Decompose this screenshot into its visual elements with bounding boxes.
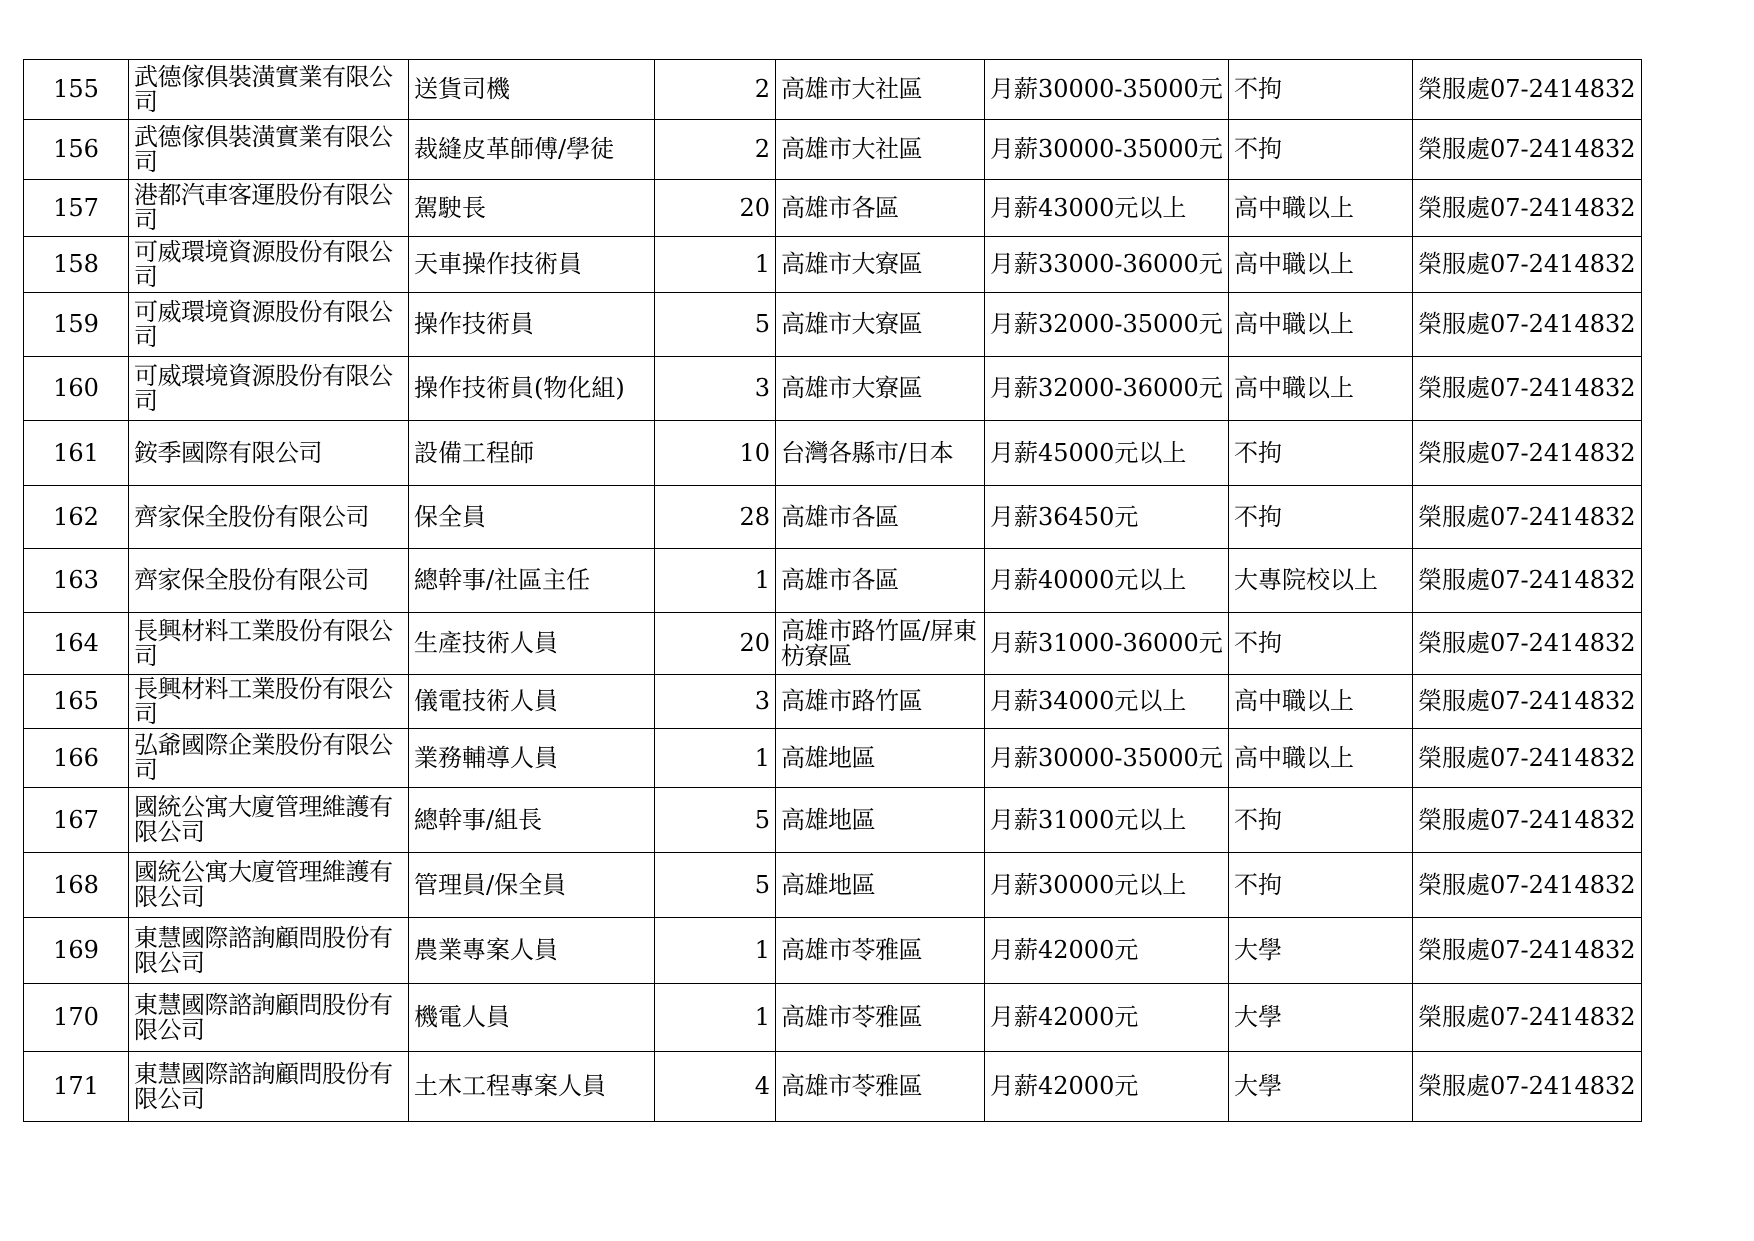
table-row — [24, 729, 1642, 788]
job-position: 管理員/保全員 — [409, 853, 655, 918]
company-name: 東慧國際諮詢顧問股份有限公司 — [129, 984, 409, 1052]
contact-info: 榮服處07-2414832 — [1413, 357, 1642, 421]
salary: 月薪30000-35000元 — [985, 60, 1229, 120]
row-number: 168 — [24, 853, 129, 918]
education-requirement: 高中職以上 — [1229, 729, 1413, 788]
table-row — [24, 1052, 1642, 1122]
opening-count: 28 — [655, 486, 776, 549]
table-row — [24, 788, 1642, 853]
work-location: 台灣各縣市/日本 — [776, 421, 985, 486]
work-location: 高雄市大社區 — [776, 120, 985, 180]
job-position: 駕駛長 — [409, 180, 655, 237]
opening-count: 1 — [655, 237, 776, 293]
salary: 月薪32000-35000元 — [985, 293, 1229, 357]
row-number: 158 — [24, 237, 129, 293]
table-row — [24, 421, 1642, 486]
contact-info: 榮服處07-2414832 — [1413, 293, 1642, 357]
work-location: 高雄市各區 — [776, 549, 985, 613]
company-name: 銨季國際有限公司 — [129, 421, 409, 486]
company-name: 長興材料工業股份有限公司 — [129, 613, 409, 675]
company-name: 長興材料工業股份有限公司 — [129, 675, 409, 729]
education-requirement: 大學 — [1229, 1052, 1413, 1122]
company-name: 齊家保全股份有限公司 — [129, 549, 409, 613]
salary: 月薪43000元以上 — [985, 180, 1229, 237]
work-location: 高雄地區 — [776, 788, 985, 853]
contact-info: 榮服處07-2414832 — [1413, 60, 1642, 120]
education-requirement: 不拘 — [1229, 486, 1413, 549]
row-number: 160 — [24, 357, 129, 421]
work-location: 高雄市大社區 — [776, 60, 985, 120]
contact-info: 榮服處07-2414832 — [1413, 613, 1642, 675]
row-number: 169 — [24, 918, 129, 984]
job-listing-table — [23, 59, 1642, 1122]
table-row — [24, 180, 1642, 237]
row-number: 166 — [24, 729, 129, 788]
contact-info: 榮服處07-2414832 — [1413, 120, 1642, 180]
opening-count: 20 — [655, 613, 776, 675]
education-requirement: 高中職以上 — [1229, 357, 1413, 421]
row-number: 167 — [24, 788, 129, 853]
contact-info: 榮服處07-2414832 — [1413, 788, 1642, 853]
row-number: 171 — [24, 1052, 129, 1122]
job-position: 設備工程師 — [409, 421, 655, 486]
company-name: 武德傢俱裝潢實業有限公司 — [129, 120, 409, 180]
table-row — [24, 549, 1642, 613]
company-name: 可威環境資源股份有限公司 — [129, 357, 409, 421]
job-position: 操作技術員(物化組) — [409, 357, 655, 421]
salary: 月薪36450元 — [985, 486, 1229, 549]
salary: 月薪42000元 — [985, 1052, 1229, 1122]
education-requirement: 大學 — [1229, 984, 1413, 1052]
salary: 月薪34000元以上 — [985, 675, 1229, 729]
company-name: 武德傢俱裝潢實業有限公司 — [129, 60, 409, 120]
work-location: 高雄市路竹區/屏東枋寮區 — [776, 613, 985, 675]
salary: 月薪32000-36000元 — [985, 357, 1229, 421]
company-name: 弘爺國際企業股份有限公司 — [129, 729, 409, 788]
contact-info: 榮服處07-2414832 — [1413, 918, 1642, 984]
education-requirement: 不拘 — [1229, 60, 1413, 120]
row-number: 163 — [24, 549, 129, 613]
company-name: 齊家保全股份有限公司 — [129, 486, 409, 549]
table-row — [24, 853, 1642, 918]
opening-count: 1 — [655, 984, 776, 1052]
opening-count: 10 — [655, 421, 776, 486]
salary: 月薪31000元以上 — [985, 788, 1229, 853]
opening-count: 3 — [655, 675, 776, 729]
table-row — [24, 60, 1642, 120]
work-location: 高雄市苓雅區 — [776, 918, 985, 984]
work-location: 高雄市苓雅區 — [776, 1052, 985, 1122]
contact-info: 榮服處07-2414832 — [1413, 853, 1642, 918]
opening-count: 20 — [655, 180, 776, 237]
salary: 月薪42000元 — [985, 984, 1229, 1052]
row-number: 157 — [24, 180, 129, 237]
job-position: 操作技術員 — [409, 293, 655, 357]
company-name: 國統公寓大廈管理維護有限公司 — [129, 853, 409, 918]
opening-count: 2 — [655, 120, 776, 180]
table-row — [24, 357, 1642, 421]
opening-count: 5 — [655, 293, 776, 357]
job-position: 儀電技術人員 — [409, 675, 655, 729]
job-position: 業務輔導人員 — [409, 729, 655, 788]
job-position: 農業專案人員 — [409, 918, 655, 984]
work-location: 高雄市苓雅區 — [776, 984, 985, 1052]
education-requirement: 高中職以上 — [1229, 293, 1413, 357]
education-requirement: 不拘 — [1229, 613, 1413, 675]
job-position: 保全員 — [409, 486, 655, 549]
contact-info: 榮服處07-2414832 — [1413, 675, 1642, 729]
table-row — [24, 918, 1642, 984]
work-location: 高雄市各區 — [776, 180, 985, 237]
company-name: 東慧國際諮詢顧問股份有限公司 — [129, 918, 409, 984]
contact-info: 榮服處07-2414832 — [1413, 549, 1642, 613]
opening-count: 1 — [655, 549, 776, 613]
education-requirement: 不拘 — [1229, 120, 1413, 180]
company-name: 東慧國際諮詢顧問股份有限公司 — [129, 1052, 409, 1122]
row-number: 156 — [24, 120, 129, 180]
table-row — [24, 293, 1642, 357]
work-location: 高雄市路竹區 — [776, 675, 985, 729]
opening-count: 2 — [655, 60, 776, 120]
company-name: 港都汽車客運股份有限公司 — [129, 180, 409, 237]
job-position: 裁縫皮革師傅/學徒 — [409, 120, 655, 180]
salary: 月薪45000元以上 — [985, 421, 1229, 486]
table-row — [24, 984, 1642, 1052]
opening-count: 1 — [655, 729, 776, 788]
work-location: 高雄市各區 — [776, 486, 985, 549]
opening-count: 3 — [655, 357, 776, 421]
contact-info: 榮服處07-2414832 — [1413, 984, 1642, 1052]
contact-info: 榮服處07-2414832 — [1413, 1052, 1642, 1122]
contact-info: 榮服處07-2414832 — [1413, 729, 1642, 788]
education-requirement: 大學 — [1229, 918, 1413, 984]
job-position: 天車操作技術員 — [409, 237, 655, 293]
work-location: 高雄地區 — [776, 853, 985, 918]
education-requirement: 高中職以上 — [1229, 237, 1413, 293]
table-row — [24, 613, 1642, 675]
row-number: 161 — [24, 421, 129, 486]
row-number: 165 — [24, 675, 129, 729]
table-row — [24, 237, 1642, 293]
job-position: 機電人員 — [409, 984, 655, 1052]
work-location: 高雄市大寮區 — [776, 357, 985, 421]
job-position: 送貨司機 — [409, 60, 655, 120]
work-location: 高雄地區 — [776, 729, 985, 788]
education-requirement: 高中職以上 — [1229, 180, 1413, 237]
opening-count: 5 — [655, 853, 776, 918]
work-location: 高雄市大寮區 — [776, 293, 985, 357]
education-requirement: 不拘 — [1229, 421, 1413, 486]
row-number: 164 — [24, 613, 129, 675]
education-requirement: 高中職以上 — [1229, 675, 1413, 729]
company-name: 國統公寓大廈管理維護有限公司 — [129, 788, 409, 853]
salary: 月薪30000-35000元 — [985, 120, 1229, 180]
salary: 月薪42000元 — [985, 918, 1229, 984]
opening-count: 5 — [655, 788, 776, 853]
salary: 月薪30000元以上 — [985, 853, 1229, 918]
job-position: 總幹事/社區主任 — [409, 549, 655, 613]
salary: 月薪40000元以上 — [985, 549, 1229, 613]
salary: 月薪30000-35000元 — [985, 729, 1229, 788]
company-name: 可威環境資源股份有限公司 — [129, 237, 409, 293]
contact-info: 榮服處07-2414832 — [1413, 486, 1642, 549]
row-number: 162 — [24, 486, 129, 549]
table-row — [24, 120, 1642, 180]
row-number: 155 — [24, 60, 129, 120]
education-requirement: 不拘 — [1229, 853, 1413, 918]
job-position: 土木工程專案人員 — [409, 1052, 655, 1122]
salary: 月薪33000-36000元 — [985, 237, 1229, 293]
table-row — [24, 675, 1642, 729]
table-row — [24, 486, 1642, 549]
row-number: 159 — [24, 293, 129, 357]
row-number: 170 — [24, 984, 129, 1052]
education-requirement: 大專院校以上 — [1229, 549, 1413, 613]
job-position: 總幹事/組長 — [409, 788, 655, 853]
education-requirement: 不拘 — [1229, 788, 1413, 853]
company-name: 可威環境資源股份有限公司 — [129, 293, 409, 357]
job-position: 生產技術人員 — [409, 613, 655, 675]
salary: 月薪31000-36000元 — [985, 613, 1229, 675]
opening-count: 1 — [655, 918, 776, 984]
contact-info: 榮服處07-2414832 — [1413, 421, 1642, 486]
contact-info: 榮服處07-2414832 — [1413, 237, 1642, 293]
opening-count: 4 — [655, 1052, 776, 1122]
job-listing-sheet — [23, 59, 1642, 1122]
work-location: 高雄市大寮區 — [776, 237, 985, 293]
contact-info: 榮服處07-2414832 — [1413, 180, 1642, 237]
